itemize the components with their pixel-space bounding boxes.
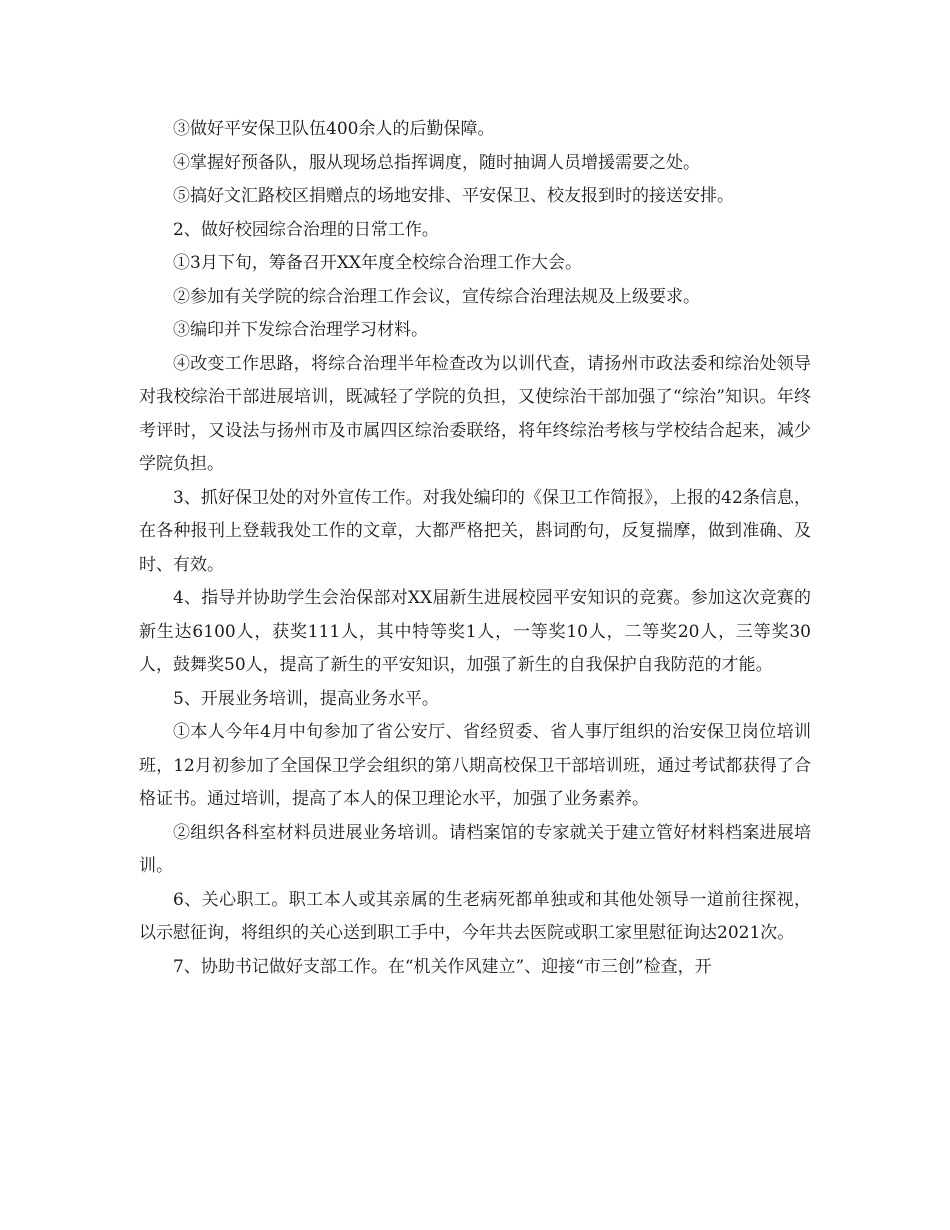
paragraph-6: ②参加有关学院的综合治理工作会议，宣传综合治理法规及上级要求。 [173,286,700,307]
document-body [139,113,811,984]
paragraph-11: 5、开展业务培训，提高业务水平。 [173,688,439,709]
paragraph-3: ⑤搞好文汇路校区捐赠点的场地安排、平安保卫、校友报到时的接送安排。 [173,186,734,206]
paragraph-7: ③编印并下发综合治理学习材料。 [173,320,428,340]
paragraph-8: ④改变工作思路，将综合治理半年检查改为以训代查，请扬州市政法委和综治处领导对我校综治干部进展培训，既减轻了学院的负担，又使综治干部加强了“综治”知识。年终考评时，又设法与扬州市及市属四区综治委联络，将年终综治考核与学校结合起来，减少学院负担。 [139,353,811,474]
paragraph-10: 4、指导并协助学生会治保部对XX届新生进展校园平安知识的竞赛。参加这次竞赛的新生达6100人，获奖111人，其中特等奖1人，一等奖10人，二等奖20人，三等奖30人，鼓舞奖50人，提高了新生的平安知识，加强了新生的自我保护自我防范的才能。 [139,588,811,675]
paragraph-15: 7、协助书记做好支部工作。在“机关作风建立”、迎接“市三创”检查，开 [173,956,712,977]
paragraph-13: ②组织各科室材料员进展业务培训。请档案馆的专家就关于建立管好材料档案进展培训。 [139,822,811,876]
paragraph-12: ①本人今年4月中旬参加了省公安厅、省经贸委、省人事厅组织的治安保卫岗位培训班，12月初参加了全国保卫学会组织的第八期高校保卫干部培训班，通过考试都获得了合格证书。通过培训，提高了本人的保卫理论水平，加强了业务素养。 [139,722,811,809]
paragraph-4: 2、做好校园综合治理的日常工作。 [173,219,439,240]
paragraph-2: ④掌握好预备队，服从现场总指挥调度，随时抽调人员增援需要之处。 [173,152,700,173]
paragraph-1: ③做好平安保卫队伍400余人的后勤保障。 [173,119,495,139]
paragraph-14: 6、关心职工。职工本人或其亲属的生老病死都单独或和其他处领导一道前往探视，以示慰征询，将组织的关心送到职工手中，今年共去医院或职工家里慰征询达2021次。 [139,889,811,943]
paragraph-5: ①3月下旬，筹备召开XX年度全校综合治理工作大会。 [173,253,583,273]
paragraph-9: 3、抓好保卫处的对外宣传工作。对我处编印的《保卫工作简报》，上报的42条信息，在各种报刊上登载我处工作的文章，大都严格把关，斟词酌句，反复揣摩，做到准确、及时、有效。 [139,487,811,575]
